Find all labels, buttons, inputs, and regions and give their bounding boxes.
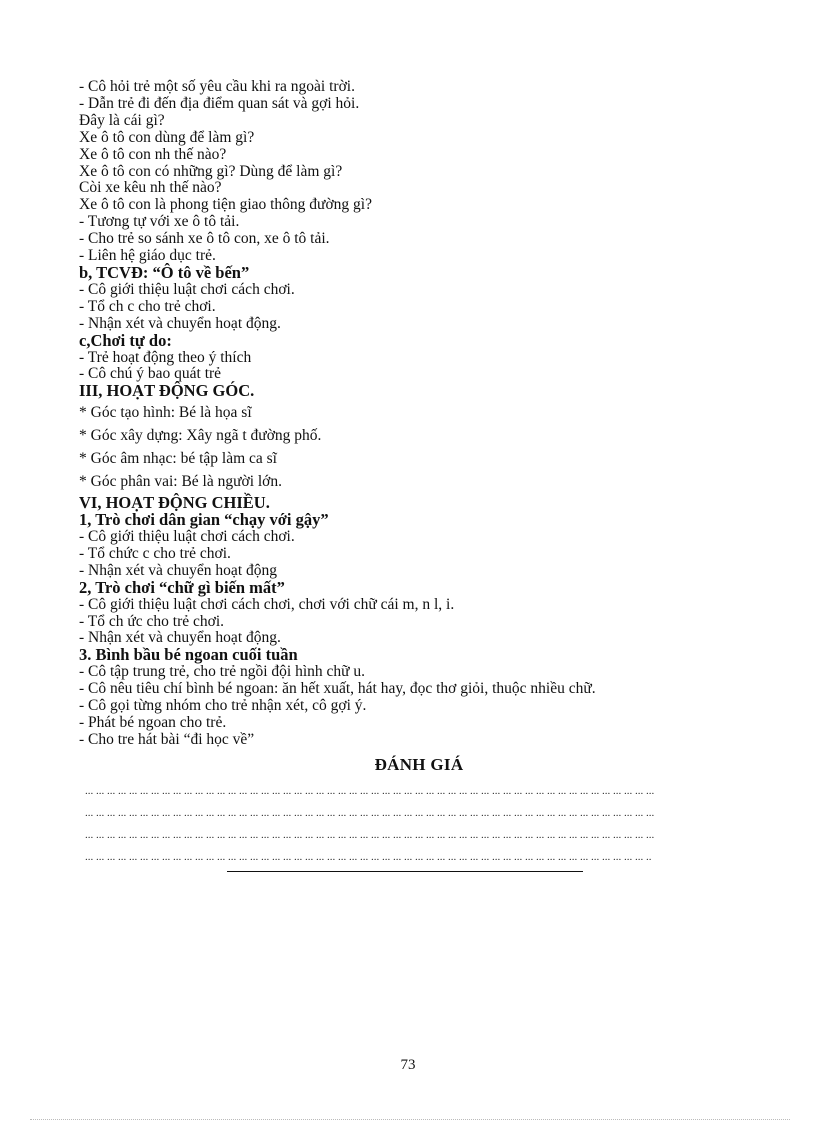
text-line: - Cô nêu tiêu chí bình bé ngoan: ăn hết xuất, hát hay, đọc thơ giỏi, thuộc nhiều chữ.	[79, 680, 596, 698]
text-line: - Nhận xét và chuyển hoạt động	[79, 561, 277, 579]
text-line: - Cô hỏi trẻ một số yêu cầu khi ra ngoài trời.	[79, 78, 355, 95]
dotted-line: ... ... ... ... ... ... ... ... ... ... ... ... ... ... ... ... ... ... ... ... ... ... ... ... ... ... ... ... ... ... ... ... ... ... ... ... ... ... ... ... ... ... ... ... ... ... ... ... ... ... ... ...	[85, 806, 655, 819]
text-line: - Cô giới thiệu luật chơi cách chơi, chơi với chữ cái m, n l, i.	[79, 595, 455, 613]
evaluation-title: ĐÁNH GIÁ	[374, 754, 464, 774]
text-line: - Tổ ch c cho trẻ chơi.	[79, 297, 216, 315]
page-bottom-border	[30, 1119, 790, 1120]
dotted-line: ... ... ... ... ... ... ... ... ... ... ... ... ... ... ... ... ... ... ... ... ... ... ... ... ... ... ... ... ... ... ... ... ... ... ... ... ... ... ... ... ... ... ... ... ... ... ... ... ... ... ... ...	[85, 784, 655, 797]
dotted-line: ... ... ... ... ... ... ... ... ... ... ... ... ... ... ... ... ... ... ... ... ... ... ... ... ... ... ... ... ... ... ... ... ... ... ... ... ... ... ... ... ... ... ... ... ... ... ... ... ... ... ... ...	[85, 828, 655, 841]
text-line: - Cho tre hát bài “đi học về”	[79, 730, 255, 748]
section-heading-free-play: c,Chơi tự do:	[79, 330, 172, 350]
question-line: Xe ô tô con là phong tiện giao thông đường gì?	[79, 196, 372, 214]
text-line: - Dẫn trẻ đi đến địa điểm quan sát và gợi hỏi.	[79, 94, 360, 112]
corner-item: * Góc xây dựng: Xây ngã t đường phố.	[79, 427, 322, 445]
dotted-line: ... ... ... ... ... ... ... ... ... ... ... ... ... ... ... ... ... ... ... ... ... ... ... ... ... ... ... ... ... ... ... ... ... ... ... ... ... ... ... ... ... ... ... ... ... ... ... ... ... ... ... ..	[85, 850, 652, 863]
text-line: - Cô giới thiệu luật chơi cách chơi.	[79, 280, 295, 298]
corner-item: * Góc âm nhạc: bé tập làm ca sĩ	[79, 450, 277, 468]
text-line: - Tổ chức c cho trẻ chơi.	[79, 544, 231, 562]
text-line: - Tương tự với xe ô tô tải.	[79, 213, 240, 231]
subheading-folk-game: 1, Trò chơi dân gian “chạy với gậy”	[79, 510, 329, 530]
question-line: Đây là cái gì?	[79, 111, 165, 129]
text-line: - Trẻ hoạt động theo ý thích	[79, 348, 252, 366]
question-line: Xe ô tô con có những gì? Dùng để làm gì?	[79, 162, 343, 180]
question-line: Xe ô tô con dùng để làm gì?	[79, 128, 255, 146]
section-heading-corner-activities: III, HOẠT ĐỘNG GÓC.	[79, 381, 255, 401]
corner-item: * Góc phân vai: Bé là người lớn.	[79, 473, 283, 491]
question-line: Còi xe kêu nh thế nào?	[79, 179, 222, 197]
text-line: - Cô chú ý bao quát trẻ	[79, 365, 222, 383]
section-heading-afternoon: VI, HOẠT ĐỘNG CHIỀU.	[79, 493, 270, 513]
section-heading-tcvd: b, TCVĐ: “Ô tô về bến”	[79, 262, 250, 282]
text-line: - Tổ ch ức cho trẻ chơi.	[79, 612, 224, 630]
corner-item: * Góc tạo hình: Bé là họa sĩ	[79, 404, 252, 422]
page-number: 73	[400, 1057, 416, 1073]
text-line: - Cô gọi từng nhóm cho trẻ nhận xét, cô gợi ý.	[79, 697, 367, 715]
text-line: - Nhận xét và chuyển hoạt động.	[79, 314, 281, 332]
subheading-weekly-vote: 3. Bình bầu bé ngoan cuối tuần	[79, 645, 298, 665]
text-line: - Phát bé ngoan cho trẻ.	[79, 714, 227, 731]
horizontal-rule	[227, 871, 583, 872]
text-line: - Cô giới thiệu luật chơi cách chơi.	[79, 528, 295, 546]
text-line: - Cô tập trung trẻ, cho trẻ ngồi đội hình chữ u.	[79, 663, 366, 681]
text-line: - Cho trẻ so sánh xe ô tô con, xe ô tô tải.	[79, 230, 330, 248]
question-line: Xe ô tô con nh thế nào?	[79, 145, 227, 163]
document-body	[79, 79, 759, 868]
text-line: - Nhận xét và chuyển hoạt động.	[79, 629, 281, 647]
text-line: - Liên hệ giáo dục trẻ.	[79, 247, 216, 265]
subheading-missing-letter-game: 2, Trò chơi “chữ gì biến mất”	[79, 577, 285, 597]
